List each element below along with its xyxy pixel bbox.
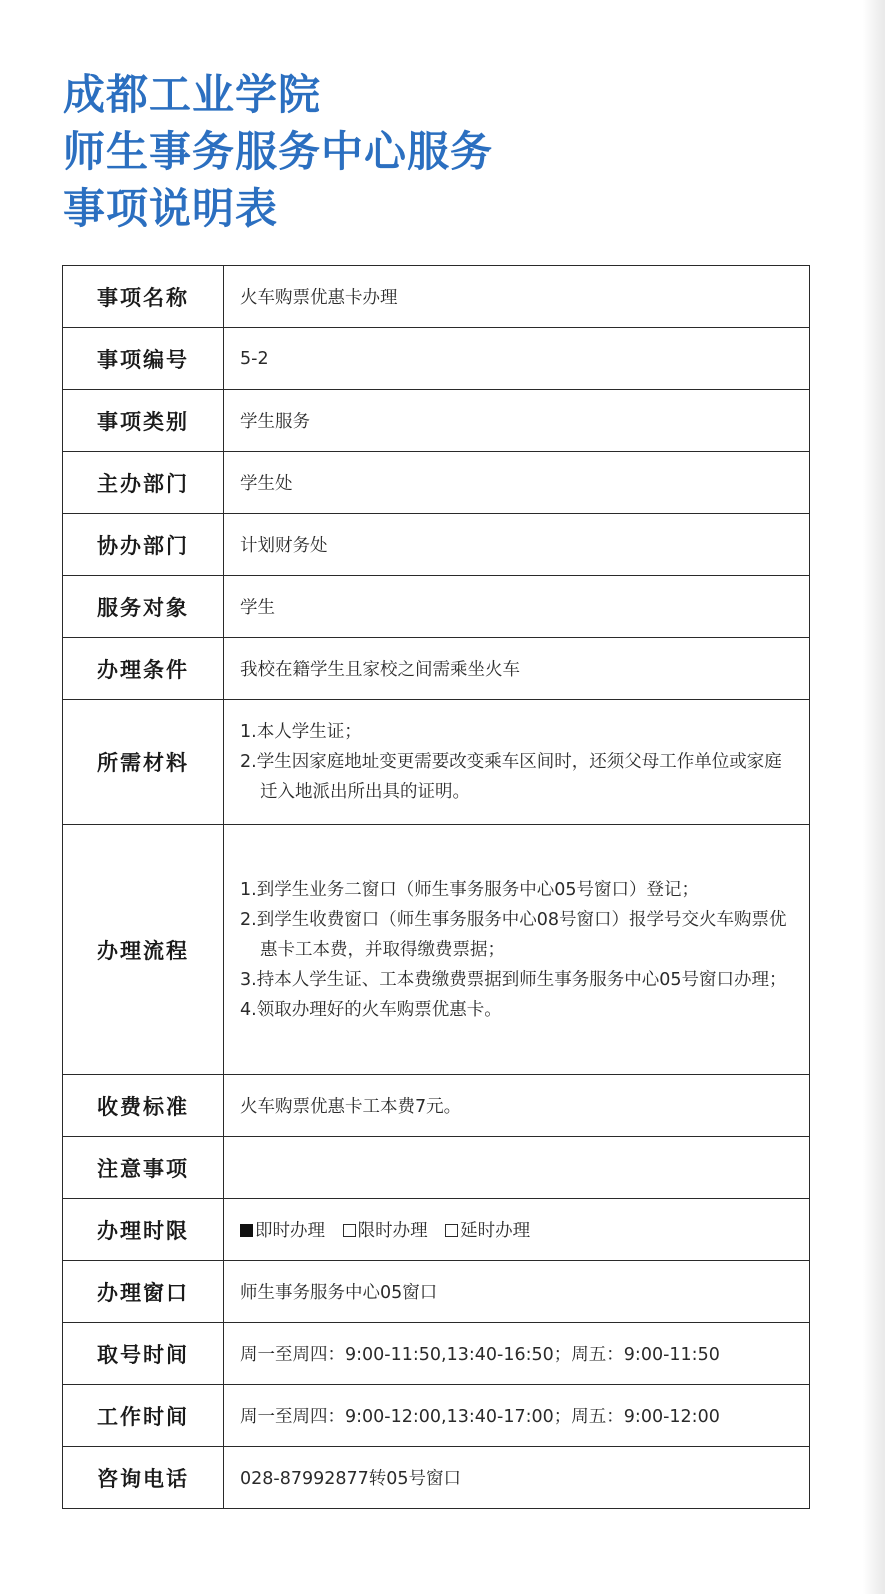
label-lead-dept: 主办部门 [63,452,224,514]
label-window: 办理窗口 [63,1261,224,1323]
row-assist-dept [63,514,810,576]
row-lead-dept [63,452,810,514]
value-fee: 火车购票优惠卡工本费7元。 [224,1075,810,1137]
service-info-table [62,265,810,1509]
option-label: 限时办理 [357,1221,428,1241]
row-phone [63,1447,810,1509]
label-time-limit: 办理时限 [63,1199,224,1261]
label-phone: 咨询电话 [63,1447,224,1509]
scan-shadow-edge [863,0,885,1594]
label-code: 事项编号 [63,328,224,390]
label-fee: 收费标准 [63,1075,224,1137]
value-work-hours: 周一至周四：9:00-12:00,13:40-17:00；周五：9:00-12:00 [224,1385,810,1447]
document-title [63,66,823,237]
materials-item: 1.本人学生证； [240,722,362,742]
title-line-2: 师生事务服务中心服务 [63,127,494,176]
value-code: 5-2 [224,328,810,390]
label-process: 办理流程 [63,825,224,1075]
checkbox-icon [445,1224,458,1237]
title-line-3: 事项说明表 [63,184,279,233]
row-work-hours [63,1385,810,1447]
row-fee [63,1075,810,1137]
label-target: 服务对象 [63,576,224,638]
value-conditions: 我校在籍学生且家校之间需乘坐火车 [224,638,810,700]
value-lead-dept: 学生处 [224,452,810,514]
title-line-1: 成都工业学院 [63,70,322,119]
checkbox-icon [240,1224,253,1237]
row-materials [63,700,810,825]
label-notes: 注意事项 [63,1137,224,1199]
value-materials [224,700,810,825]
label-conditions: 办理条件 [63,638,224,700]
row-time-limit [63,1199,810,1261]
value-notes [224,1137,810,1199]
value-time-limit [224,1199,810,1261]
value-process [224,825,810,1075]
option-label: 即时办理 [255,1221,325,1241]
label-work-hours: 工作时间 [63,1385,224,1447]
row-ticket-hours [63,1323,810,1385]
option-immediate [240,1217,325,1242]
row-conditions [63,638,810,700]
row-category [63,390,810,452]
materials-item: 2.学生因家庭地址变更需要改变乘车区间时，还须父母工作单位或家庭迁入地派出所出具的证明。 [240,752,782,802]
value-ticket-hours: 周一至周四：9:00-11:50,13:40-16:50；周五：9:00-11:50 [224,1323,810,1385]
option-label: 延时办理 [460,1221,531,1241]
option-delayed [445,1217,530,1242]
value-phone: 028-87992877转05号窗口 [224,1447,810,1509]
row-name [63,266,810,328]
row-window [63,1261,810,1323]
value-assist-dept: 计划财务处 [224,514,810,576]
row-notes [63,1137,810,1199]
value-name: 火车购票优惠卡办理 [224,266,810,328]
label-assist-dept: 协办部门 [63,514,224,576]
label-category: 事项类别 [63,390,224,452]
label-ticket-hours: 取号时间 [63,1323,224,1385]
value-category: 学生服务 [224,390,810,452]
row-target [63,576,810,638]
label-name: 事项名称 [63,266,224,328]
checkbox-icon [343,1224,356,1237]
value-window: 师生事务服务中心05窗口 [224,1261,810,1323]
row-code [63,328,810,390]
process-step: 2.到学生收费窗口（师生事务服务中心08号窗口）报学号交火车购票优惠卡工本费，并取得缴费票据； [240,909,787,960]
value-target: 学生 [224,576,810,638]
row-process [63,825,810,1075]
label-materials: 所需材料 [63,700,224,825]
process-step: 4.领取办理好的火车购票优惠卡。 [240,999,502,1020]
process-step: 1.到学生业务二窗口（师生事务服务中心05号窗口）登记； [240,879,699,900]
option-time-limited [343,1217,428,1242]
process-step: 3.持本人学生证、工本费缴费票据到师生事务服务中心05号窗口办理； [240,969,787,990]
